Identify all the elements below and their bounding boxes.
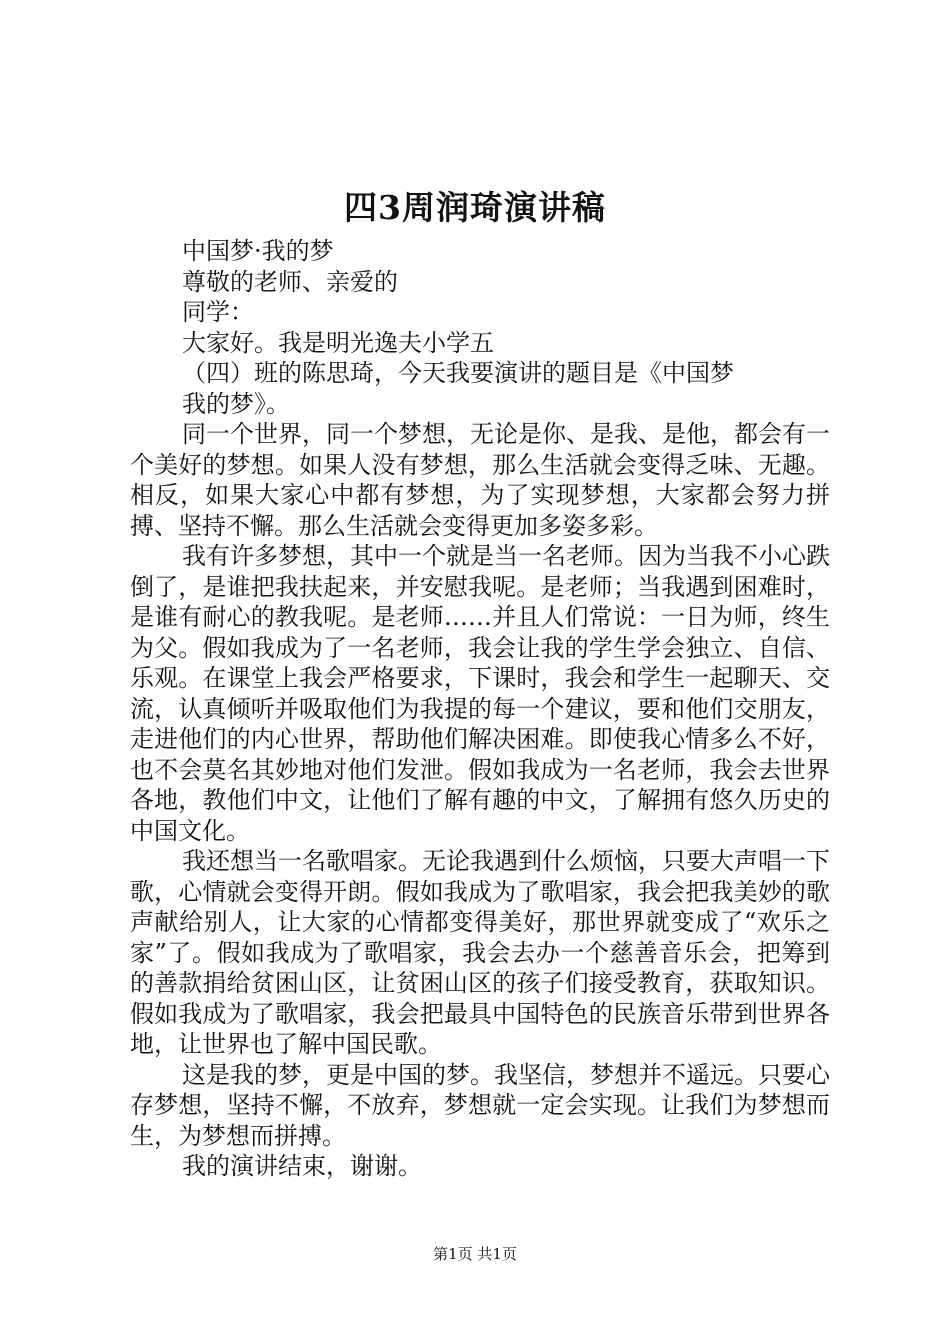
body-paragraph: 这是我的梦，更是中国的梦。我坚信，梦想并不遥远。只要心存梦想，坚持不懈，不放弃，梦想就一定会实现。让我们为梦想而生，为梦想而拼搏。 (130, 1060, 830, 1150)
body-paragraph: 我还想当一名歌唱家。无论我遇到什么烦恼，只要大声唱一下歌，心情就会变得开朗。假如我成为了歌唱家，我会把我美妙的歌声献给别人，让大家的心情都变得美好，那世界就变成了“欢乐之家”了。假如我成为了歌唱家，我会去办一个慈善音乐会，把筹到的善款捐给贫困山区，让贫困山区的孩子们接受教育，获取知识。假如我成为了歌唱家，我会把最具中国特色的民族音乐带到世界各地，让世界也了解中国民歌。 (130, 847, 830, 1058)
closing-paragraph: 我的演讲结束，谢谢。 (182, 1152, 422, 1180)
document-body (130, 236, 830, 1182)
body-paragraph: 我有许多梦想，其中一个就是当一名老师。因为当我不小心跌倒了，是谁把我扶起来，并安慰我呢。是老师；当我遇到困难时，是谁有耐心的教我呢。是老师……并且人们常说：一日为师，终生为父。假如我成为了一名老师，我会让我的学生学会独立、自信、乐观。在课堂上我会严格要求，下课时，我会和学生一起聊天、交流，认真倾听并吸取他们为我提的每一个建议，要和他们交朋友，走进他们的内心世界，帮助他们解决困难。即使我心情多么不好，也不会莫名其妙地对他们发泄。假如我成为一名老师，我会去世界各地，教他们中文，让他们了解有趣的中文，了解拥有悠久历史的中国文化。 (130, 542, 830, 845)
salutation-line: 尊敬的老师、亲爱的 (182, 267, 398, 296)
salutation-line: 同学： (182, 298, 254, 326)
body-paragraph: 同一个世界，同一个梦想，无论是你、是我、是他，都会有一个美好的梦想。如果人没有梦想，那么生活就会变得乏味、无趣。相反，如果大家心中都有梦想，为了实现梦想，大家都会努力拼搏、坚持不懈。那么生活就会变得更加多姿多彩。 (130, 420, 830, 540)
intro-line: 大家好。我是明光逸夫小学五 (182, 328, 494, 357)
intro-line: 我的梦》。 (182, 389, 290, 418)
speech-heading: 中国梦·我的梦 (182, 237, 334, 265)
page-number: 第1页 共1页 (433, 1245, 517, 1263)
document-title: 四3周润琦演讲稿 (344, 188, 606, 227)
intro-line: （四）班的陈思琦，今天我要演讲的题目是《中国梦 (182, 359, 734, 387)
